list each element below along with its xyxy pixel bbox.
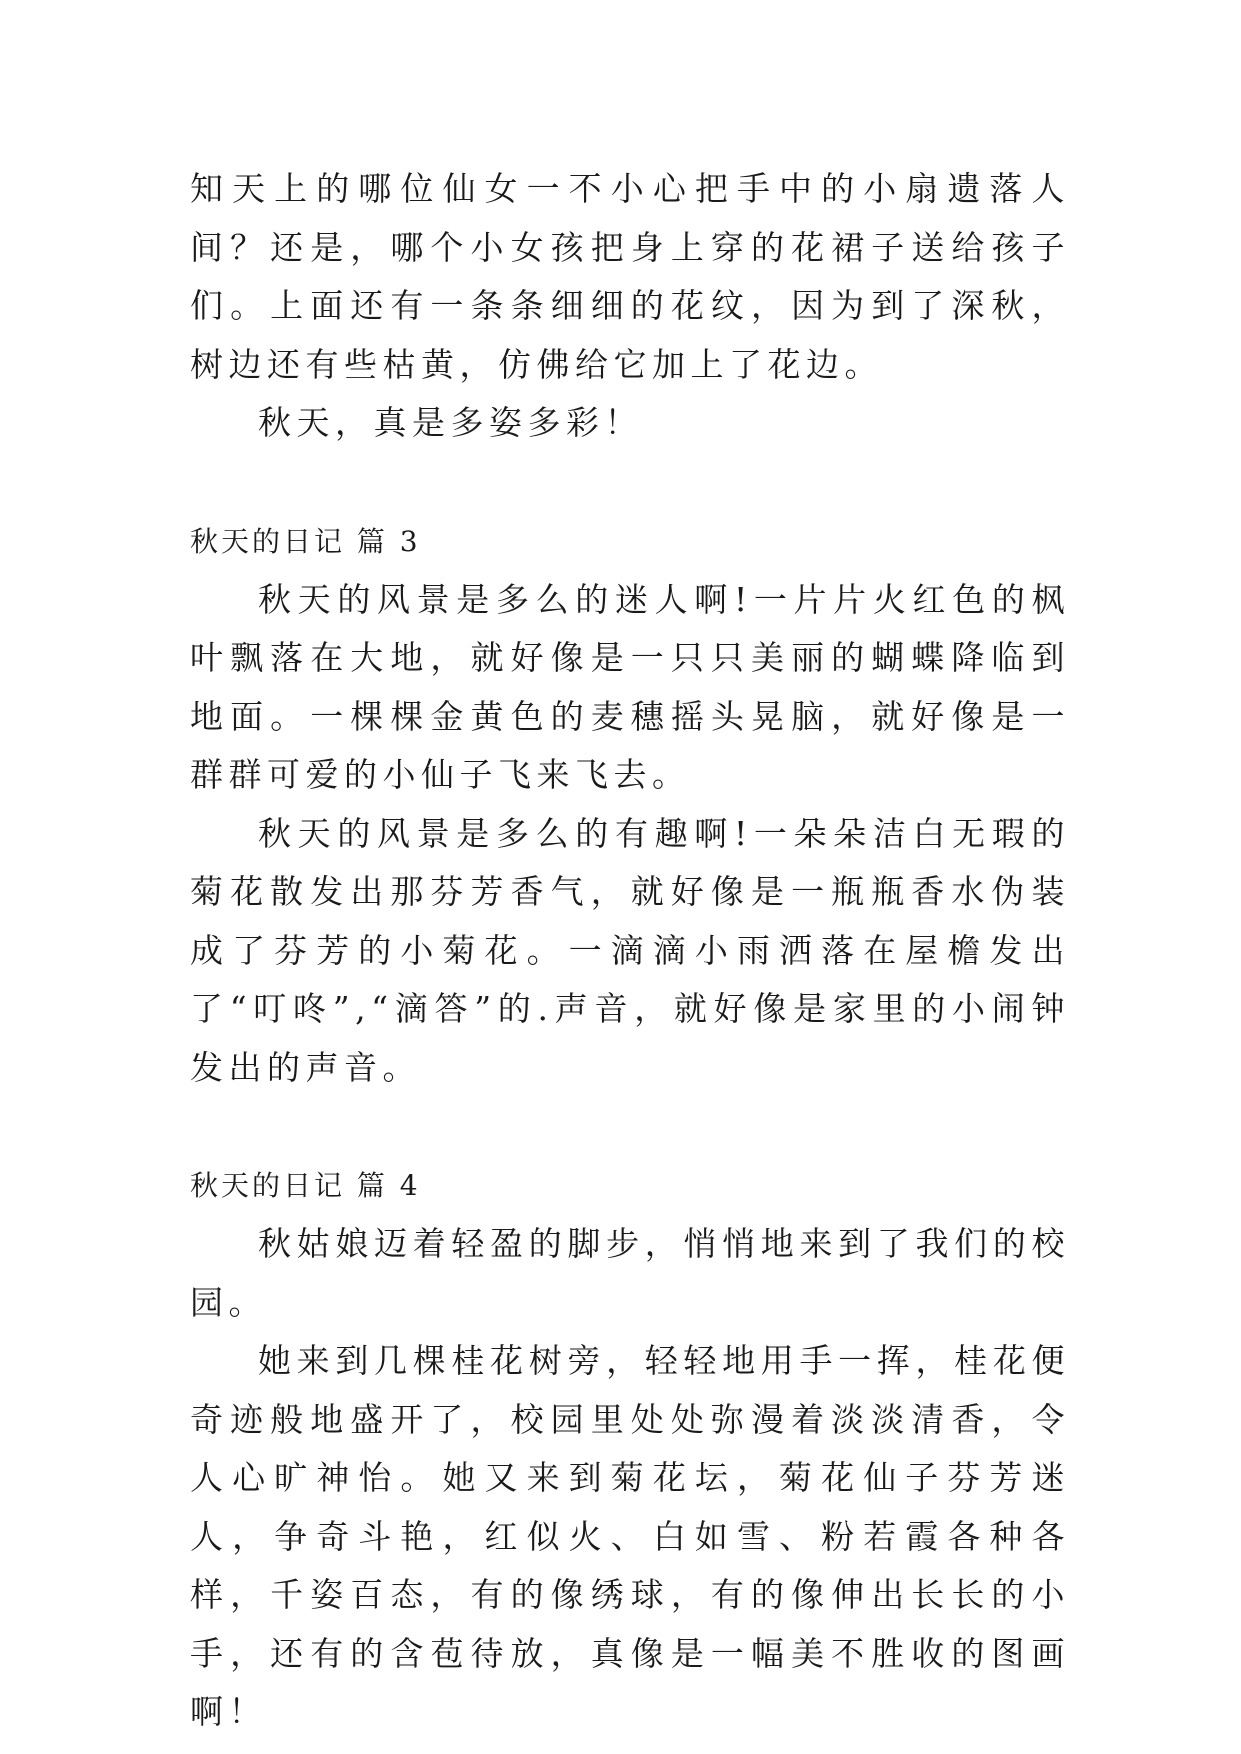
section4-paragraph-1: 秋姑娘迈着轻盈的脚步，悄悄地来到了我们的校园。 — [190, 1224, 1070, 1322]
section2-paragraph-1: 知天上的哪位仙女一不小心把手中的小扇遗落人间？还是，哪个小女孩把身上穿的花裙子送给孩子们。上面还有一条条细细的花纹，因为到了深秋，树边还有些枯黄，仿佛给它加上了花边。 — [190, 169, 1070, 384]
section4-title: 秋天的日记 篇 4 — [190, 1169, 421, 1202]
section-spacer — [190, 1097, 1070, 1157]
section3-paragraph-1: 秋天的风景是多么的迷人啊!一片片火红色的枫叶飘落在大地，就好像是一只只美丽的蝴蝶降临到地面。一棵棵金黄色的麦穗摇头晃脑，就好像是一群群可爱的小仙子飞来飞去。 — [190, 579, 1070, 794]
section3-title: 秋天的日记 篇 3 — [190, 524, 421, 558]
section2-paragraph-2: 秋天，真是多姿多彩！ — [258, 403, 643, 442]
section-spacer — [190, 453, 1070, 513]
section4-paragraph-2: 她来到几棵桂花树旁，轻轻地用手一挥，桂花便奇迹般地盛开了，校园里处处弥漫着淡淡清香，令人心旷神怡。她又来到菊花坛，菊花仙子芬芳迷人，争奇斗艳，红似火、白如雪、粉若霞各种各样，千姿百态，有的像绣球，有的像伸出长长的小手，还有的含苞待放，真像是一幅美不胜收的图画啊！ — [190, 1341, 1070, 1731]
document-body — [190, 160, 1070, 1742]
section3-paragraph-2: 秋天的风景是多么的有趣啊!一朵朵洁白无瑕的菊花散发出那芬芳香气，就好像是一瓶瓶香水伪装成了芬芳的小菊花。一滴滴小雨洒落在屋檐发出了“叮咚”,“滴答”的.声音，就好像是家里的小闹钟发出的声音。 — [190, 813, 1070, 1087]
